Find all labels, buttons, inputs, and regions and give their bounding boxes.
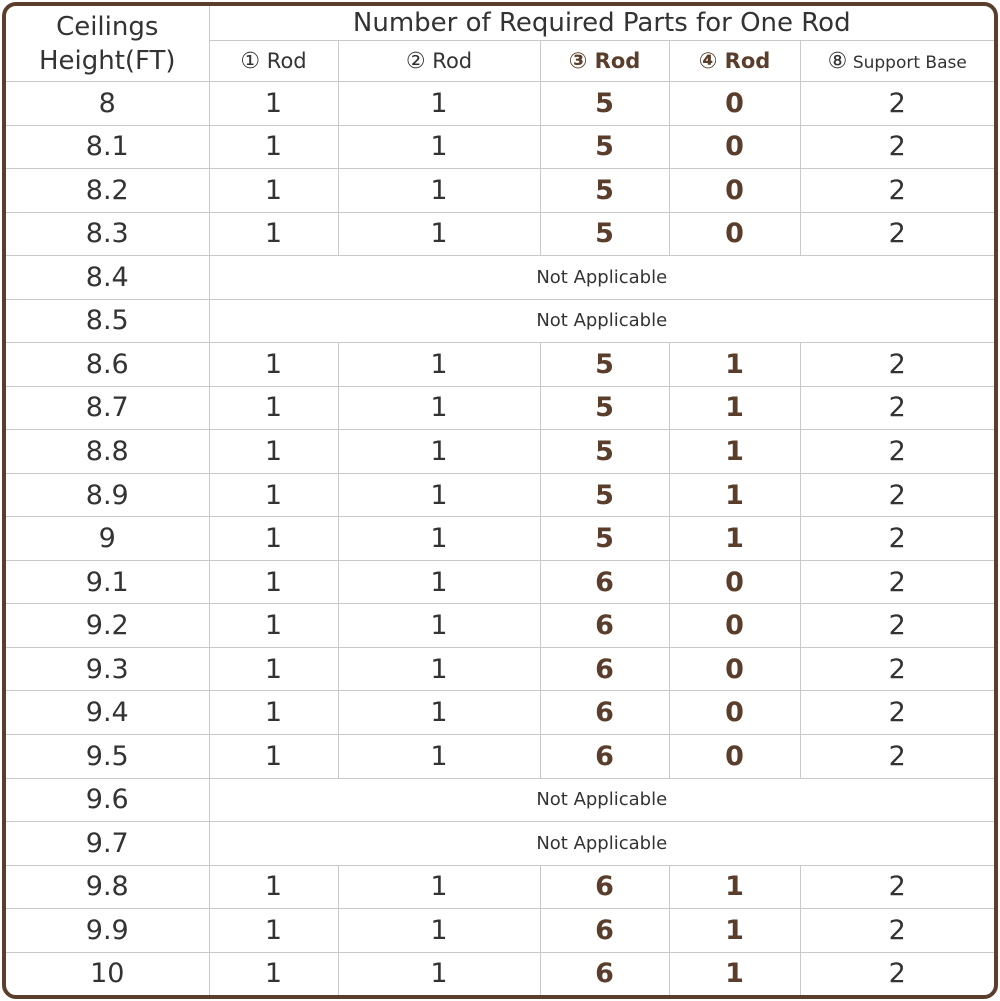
rod-3-count-cell: 5: [540, 82, 669, 126]
rod-2-count-cell: 1: [338, 125, 540, 169]
part-number-3: ③: [568, 48, 588, 74]
rod-1-count-cell: 1: [209, 125, 338, 169]
rod-1-count-cell: 1: [209, 647, 338, 691]
rod-4-count-cell: 0: [669, 560, 800, 604]
table-row: [6, 734, 994, 778]
rod-3-count-cell: 6: [540, 865, 669, 909]
table-row: [6, 82, 994, 126]
ceiling-height-cell: 9.4: [6, 691, 209, 735]
table-row: [6, 430, 994, 474]
support-base-count-cell: 2: [800, 734, 994, 778]
rod-3-count-cell: 6: [540, 952, 669, 995]
rod-4-count-cell: 1: [669, 343, 800, 387]
rod-3-count-cell: 5: [540, 386, 669, 430]
rod-1-count-cell: 1: [209, 386, 338, 430]
column-label: Rod: [724, 48, 771, 73]
ceiling-height-cell: 8.6: [6, 343, 209, 387]
table-row: [6, 473, 994, 517]
support-base-count-cell: 2: [800, 386, 994, 430]
rod-3-count-cell: 6: [540, 691, 669, 735]
rod-2-count-cell: 1: [338, 343, 540, 387]
table-row: [6, 256, 994, 300]
rod-4-count-cell: 0: [669, 82, 800, 126]
rod-2-count-cell: 1: [338, 82, 540, 126]
table-row: [6, 952, 994, 995]
not-applicable-cell: Not Applicable: [209, 778, 994, 822]
rod-1-count-cell: 1: [209, 865, 338, 909]
ceiling-height-cell: 9.7: [6, 822, 209, 866]
ceiling-height-cell: 8.1: [6, 125, 209, 169]
ceiling-height-cell: 9.5: [6, 734, 209, 778]
table-row: [6, 386, 994, 430]
column-header-rod-4: [669, 41, 800, 82]
rod-3-count-cell: 5: [540, 169, 669, 213]
not-applicable-cell: Not Applicable: [209, 256, 994, 300]
support-base-count-cell: 2: [800, 865, 994, 909]
rod-4-count-cell: 1: [669, 952, 800, 995]
ceiling-height-cell: 9.6: [6, 778, 209, 822]
rod-1-count-cell: 1: [209, 952, 338, 995]
ceiling-height-cell: 8: [6, 82, 209, 126]
support-base-count-cell: 2: [800, 125, 994, 169]
column-label: Rod: [594, 48, 641, 73]
ceiling-height-cell: 9.9: [6, 909, 209, 953]
rod-3-count-cell: 6: [540, 604, 669, 648]
rod-4-count-cell: 0: [669, 125, 800, 169]
rod-3-count-cell: 5: [540, 212, 669, 256]
column-header-support-base: [800, 41, 994, 82]
table-row: [6, 822, 994, 866]
rod-1-count-cell: 1: [209, 734, 338, 778]
parts-table: [6, 6, 994, 995]
column-label: Rod: [266, 48, 307, 73]
rod-2-count-cell: 1: [338, 169, 540, 213]
rod-2-count-cell: 1: [338, 473, 540, 517]
rod-4-count-cell: 1: [669, 430, 800, 474]
rod-4-count-cell: 0: [669, 734, 800, 778]
rod-2-count-cell: 1: [338, 517, 540, 561]
rod-1-count-cell: 1: [209, 604, 338, 648]
ceiling-height-cell: 8.7: [6, 386, 209, 430]
ceiling-height-cell: 8.2: [6, 169, 209, 213]
rod-2-count-cell: 1: [338, 560, 540, 604]
rod-1-count-cell: 1: [209, 82, 338, 126]
support-base-count-cell: 2: [800, 909, 994, 953]
rod-2-count-cell: 1: [338, 691, 540, 735]
ceiling-height-cell: 9.1: [6, 560, 209, 604]
support-base-count-cell: 2: [800, 691, 994, 735]
rod-3-count-cell: 5: [540, 517, 669, 561]
rod-3-count-cell: 5: [540, 473, 669, 517]
rod-2-count-cell: 1: [338, 604, 540, 648]
ceilings-height-header: Ceilings Height(FT): [6, 6, 209, 82]
table-row: [6, 169, 994, 213]
support-base-count-cell: 2: [800, 647, 994, 691]
table-row: [6, 212, 994, 256]
rod-3-count-cell: 5: [540, 343, 669, 387]
not-applicable-cell: Not Applicable: [209, 299, 994, 343]
ceiling-height-cell: 8.5: [6, 299, 209, 343]
not-applicable-cell: Not Applicable: [209, 822, 994, 866]
part-number-8: ⑧: [827, 48, 848, 74]
support-base-count-cell: 2: [800, 604, 994, 648]
table-row: [6, 517, 994, 561]
rod-4-count-cell: 0: [669, 169, 800, 213]
rod-1-count-cell: 1: [209, 473, 338, 517]
rod-1-count-cell: 1: [209, 517, 338, 561]
table-row: [6, 560, 994, 604]
table-row: [6, 343, 994, 387]
rod-4-count-cell: 1: [669, 386, 800, 430]
rod-4-count-cell: 0: [669, 604, 800, 648]
rod-4-count-cell: 1: [669, 517, 800, 561]
support-base-count-cell: 2: [800, 517, 994, 561]
rod-1-count-cell: 1: [209, 212, 338, 256]
rod-3-count-cell: 6: [540, 909, 669, 953]
rod-1-count-cell: 1: [209, 430, 338, 474]
rod-4-count-cell: 0: [669, 647, 800, 691]
rod-2-count-cell: 1: [338, 212, 540, 256]
required-parts-header: Number of Required Parts for One Rod: [209, 6, 994, 41]
ceiling-height-cell: 9.3: [6, 647, 209, 691]
table-row: [6, 299, 994, 343]
support-base-count-cell: 2: [800, 212, 994, 256]
ceiling-height-cell: 10: [6, 952, 209, 995]
ceiling-height-cell: 8.9: [6, 473, 209, 517]
rod-2-count-cell: 1: [338, 865, 540, 909]
support-base-count-cell: 2: [800, 473, 994, 517]
rod-3-count-cell: 6: [540, 734, 669, 778]
table-row: [6, 691, 994, 735]
column-header-rod-3: [540, 41, 669, 82]
part-number-2: ②: [405, 48, 426, 74]
column-header-rod-2: [338, 41, 540, 82]
table-row: [6, 604, 994, 648]
support-base-count-cell: 2: [800, 169, 994, 213]
part-number-4: ④: [698, 48, 718, 74]
ceiling-height-cell: 8.4: [6, 256, 209, 300]
rod-2-count-cell: 1: [338, 909, 540, 953]
support-base-count-cell: 2: [800, 430, 994, 474]
rod-4-count-cell: 0: [669, 212, 800, 256]
rod-2-count-cell: 1: [338, 734, 540, 778]
rod-2-count-cell: 1: [338, 430, 540, 474]
rod-3-count-cell: 5: [540, 125, 669, 169]
ceiling-height-cell: 9.2: [6, 604, 209, 648]
rod-1-count-cell: 1: [209, 560, 338, 604]
table-row: [6, 865, 994, 909]
table-row: [6, 647, 994, 691]
support-base-count-cell: 2: [800, 82, 994, 126]
rod-2-count-cell: 1: [338, 952, 540, 995]
support-base-count-cell: 2: [800, 343, 994, 387]
rod-3-count-cell: 6: [540, 560, 669, 604]
rod-1-count-cell: 1: [209, 691, 338, 735]
rod-2-count-cell: 1: [338, 386, 540, 430]
ceiling-height-cell: 9.8: [6, 865, 209, 909]
ceiling-height-cell: 9: [6, 517, 209, 561]
ceiling-height-cell: 8.3: [6, 212, 209, 256]
column-label: Rod: [432, 48, 473, 73]
column-header-rod-1: [209, 41, 338, 82]
table-row: [6, 778, 994, 822]
table-body: [6, 82, 994, 996]
part-number-1: ①: [240, 48, 261, 74]
rod-4-count-cell: 1: [669, 473, 800, 517]
rod-4-count-cell: 1: [669, 909, 800, 953]
rod-4-count-cell: 0: [669, 691, 800, 735]
support-base-count-cell: 2: [800, 952, 994, 995]
rod-1-count-cell: 1: [209, 169, 338, 213]
support-base-count-cell: 2: [800, 560, 994, 604]
rod-1-count-cell: 1: [209, 343, 338, 387]
rod-3-count-cell: 5: [540, 430, 669, 474]
table-row: [6, 909, 994, 953]
ceiling-height-cell: 8.8: [6, 430, 209, 474]
rod-1-count-cell: 1: [209, 909, 338, 953]
column-label: Support Base: [852, 52, 967, 73]
rod-2-count-cell: 1: [338, 647, 540, 691]
parts-table-frame: [2, 2, 998, 999]
rod-3-count-cell: 6: [540, 647, 669, 691]
rod-4-count-cell: 1: [669, 865, 800, 909]
table-row: [6, 125, 994, 169]
